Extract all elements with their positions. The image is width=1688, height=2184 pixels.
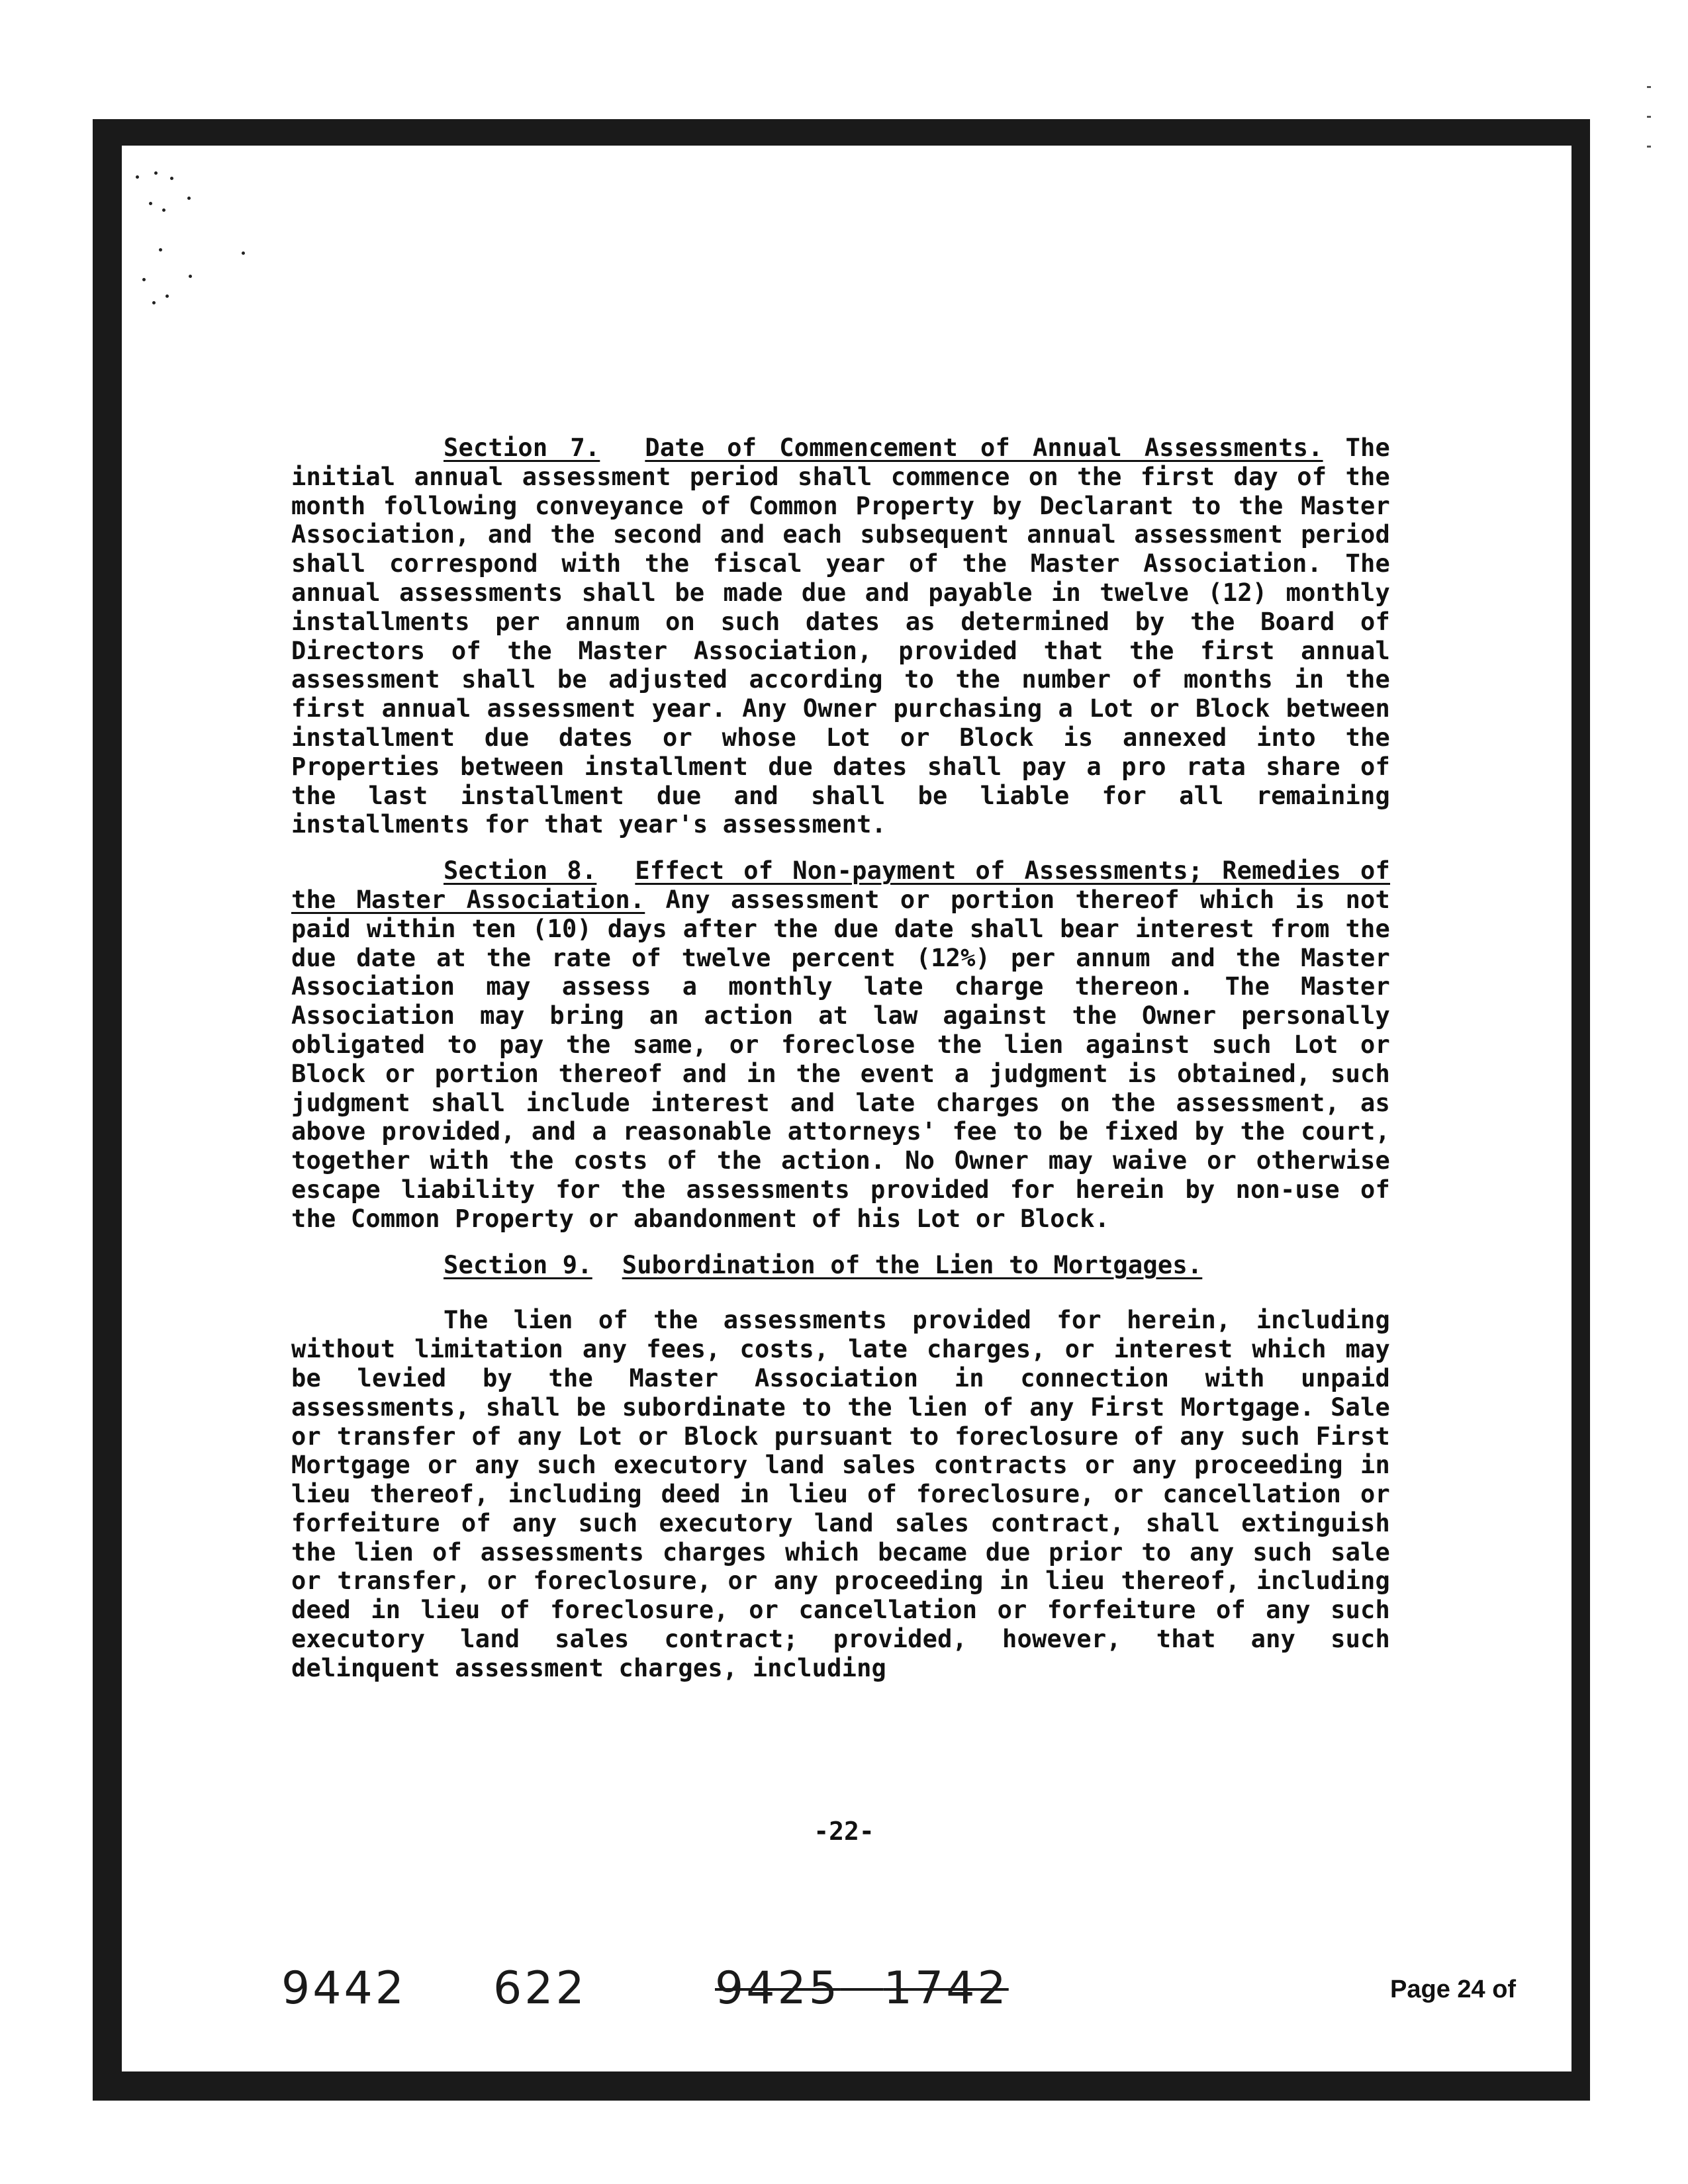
- scan-speck: [136, 175, 139, 179]
- struck-book: 9425: [715, 1962, 841, 2015]
- section-9-label: Section 9.: [444, 1250, 592, 1279]
- scan-speck: [165, 295, 169, 298]
- section-8-body: Any assessment or portion thereof which is not paid within ten (10) days after the due date shall bear interest from the due date at the rate of twelve percent (12%) per annum and the Master Association may assess a monthly late charge thereon. The Master Association may bring an action at law against the Owner personally obligated to pay the same, or foreclose the lien against such Lot or Block or portion thereof and in the event a judgment is obtained, such judgment shall include interest and late charges on the assessment, as above provided, and a reasonable attorneys' fee to be fixed by the court, together with the costs of the action. No Owner may waive or otherwise escape liability for the assessments provided for herein by non-use of the Common Property or abandonment of his Lot or Block.: [291, 885, 1390, 1233]
- section-8: [291, 856, 1390, 1233]
- margin-mark: [1647, 86, 1651, 88]
- recording-page: 622: [493, 1962, 587, 2015]
- document-body: [291, 433, 1390, 1700]
- scan-speck: [149, 202, 152, 205]
- section-9-heading: [291, 1251, 1390, 1280]
- page-number: -22-: [814, 1817, 874, 1846]
- section-7-label: Section 7.: [444, 433, 600, 462]
- margin-mark: [1647, 146, 1651, 148]
- section-8-label: Section 8.: [444, 856, 597, 886]
- section-7-body: The initial annual assessment period shall commence on the first day of the month following conveyance of Common Property by Declarant to the Master Association, and the second and each subsequent annual assessment period shall correspond with the fiscal year of the Master Association. The annual assessments shall be made due and payable in twelve (12) monthly installments per annum on such dates as determined by the Board of Directors of the Master Association, provided that the first annual assessment shall be adjusted according to the number of months in the first annual assessment year. Any Owner purchasing a Lot or Block between installment due dates or whose Lot or Block is annexed into the Properties between installment due dates shall pay a pro rata share of the last installment due and shall be liable for all remaining installments for that year's assessment.: [291, 433, 1391, 839]
- struck-recording-reference: [715, 1962, 1009, 2015]
- scan-speck: [159, 248, 162, 251]
- section-9-body: The lien of the assessments provided for herein, including without limitation any fees, costs, late charges, or interest which may be levied by the Master Association in connection with unpaid assessments, shall be subordinate to the lien of any First Mortgage. Sale or transfer of any Lot or Block pursuant to foreclosure of any such First Mortgage or any such executory land sales contracts or any proceeding in lieu thereof, including deed in lieu of foreclosure, or cancellation or forfeiture of any such executory land sales contract, shall extinguish the lien of assessments charges which became due prior to any such sale or transfer, or foreclosure, or any proceeding in lieu thereof, including deed in lieu of foreclosure, or cancellation or forfeiture of any such executory land sales contract; provided, however, that any such delinquent assessment charges, including: [291, 1306, 1390, 1682]
- section-9-title: Subordination of the Lien to Mortgages.: [622, 1250, 1203, 1279]
- struck-page: 1742: [883, 1962, 1009, 2015]
- margin-mark: [1647, 116, 1651, 118]
- scan-speck: [189, 275, 192, 278]
- section-8-title: Effect of Non-payment of Assessments; Remedies of the Master Association.: [291, 856, 1390, 914]
- scan-speck: [242, 251, 245, 255]
- scan-speck: [187, 197, 191, 200]
- scan-speck: [152, 301, 156, 304]
- section-7-title: Date of Commencement of Annual Assessments.: [645, 433, 1323, 462]
- scan-specks: [129, 169, 248, 328]
- scan-speck: [142, 278, 146, 281]
- section-7: [291, 433, 1390, 839]
- recording-book: 9442: [281, 1962, 407, 2015]
- scan-speck: [162, 208, 165, 212]
- scan-speck: [170, 177, 173, 180]
- page-counter: Page 24 of: [1390, 1976, 1517, 2003]
- scan-speck: [154, 171, 158, 175]
- margin-marks: [1647, 86, 1654, 205]
